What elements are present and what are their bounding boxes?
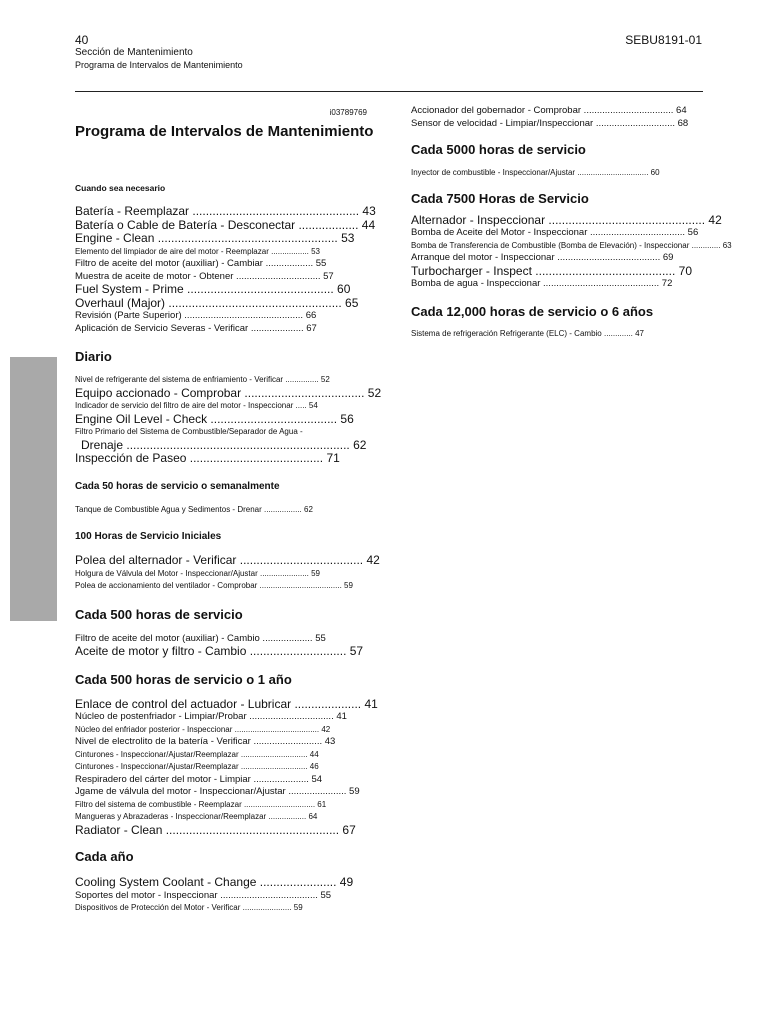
schedule-section [75, 530, 385, 593]
schedule-section [411, 191, 756, 291]
section-heading: Cada 50 horas de servicio o semanalmente [75, 480, 280, 492]
section-heading: Cada 7500 Horas de Servicio [411, 190, 589, 206]
left-sections [75, 182, 385, 915]
schedule-section [75, 607, 385, 659]
schedule-item: Cooling System Coolant - Change ....................... 49 [75, 876, 354, 889]
schedule-section [75, 672, 385, 838]
section-heading: Cuando sea necesario [75, 183, 166, 193]
schedule-section [411, 142, 756, 180]
schedule-item: Drenaje ................................................................... 62 [81, 438, 367, 452]
section-heading: Cada 12,000 horas de servicio o 6 años [411, 303, 654, 319]
schedule-item: Revisión (Parte Superior) ............................................. 66 [75, 310, 317, 321]
section-heading: Cada 500 horas de servicio o 1 año [75, 671, 292, 687]
schedule-item: Filtro de aceite del motor (auxiliar) - Cambiar .................. 55 [75, 258, 327, 269]
schedule-section [75, 480, 385, 517]
schedule-section [411, 105, 756, 130]
schedule-item: Batería - Reemplazar .................................................. 43 [75, 205, 376, 218]
left-column [75, 108, 385, 915]
schedule-item: Sistema de refrigeración Refrigerante (ELC) - Cambio ............. 47 [411, 328, 644, 338]
section-heading: Diario [75, 349, 112, 364]
schedule-item: Polea de accionamiento del ventilador - Comprobar ..................................... 59 [75, 581, 353, 590]
schedule-item: Bomba de Aceite del Motor - Inspeccionar .................................... 56 [411, 227, 699, 238]
schedule-item: Equipo accionado - Comprobar .................................... 52 [75, 386, 382, 400]
schedule-item: Nivel de refrigerante del sistema de enfriamiento - Verificar ............... 52 [75, 375, 330, 384]
schedule-item: Accionador del gobernador - Comprobar .................................. 64 [411, 105, 687, 116]
subsection-name: Programa de Intervalos de Mantenimiento [75, 60, 243, 70]
page-edge-tab [10, 357, 57, 621]
schedule-item: Bomba de agua - Inspeccionar ............................................ 72 [411, 278, 673, 289]
schedule-item: Enlace de control del actuador - Lubricar .................... 41 [75, 697, 378, 711]
schedule-item: Respiradero del cárter del motor - Limpiar ..................... 54 [75, 773, 323, 785]
schedule-item: Aplicación de Servicio Severas - Verificar .................... 67 [75, 322, 317, 334]
schedule-item: Holgura de Válvula del Motor - Inspeccionar/Ajustar ...................... 59 [75, 568, 320, 578]
right-sections [411, 105, 756, 340]
schedule-item: Dispositivos de Protección del Motor - Verificar ...................... 59 [75, 903, 303, 912]
schedule-item: Radiator - Clean .................................................... 67 [75, 823, 356, 837]
schedule-item: Alternador - Inspeccionar ............................................... 42 [411, 213, 722, 227]
schedule-item: Inyector de combustible - Inspeccionar/Ajustar ................................ 60 [411, 168, 660, 177]
document-id: i03789769 [329, 108, 367, 117]
header-divider [75, 91, 703, 92]
section-heading: Cada 500 horas de servicio [75, 606, 243, 622]
schedule-item: Batería o Cable de Batería - Desconectar .................. 44 [75, 218, 376, 232]
section-heading: Cada 5000 horas de servicio [411, 142, 586, 157]
right-column [411, 105, 756, 340]
schedule-item: Tanque de Combustible Agua y Sedimentos - Drenar ................. 62 [75, 504, 313, 514]
schedule-item: Aceite de motor y filtro - Cambio ............................. 57 [75, 645, 364, 658]
schedule-item: Sensor de velocidad - Limpiar/Inspeccionar .............................. 68 [411, 117, 689, 129]
schedule-item: Engine - Clean ...................................................... 53 [75, 232, 355, 245]
running-header-left [75, 34, 243, 71]
schedule-item: Filtro de aceite del motor (auxiliar) - Cambio ................... 55 [75, 632, 326, 644]
schedule-item: Arranque del motor - Inspeccionar ....................................... 69 [411, 252, 674, 263]
schedule-item: Filtro del sistema de combustible - Reemplazar ................................ 61 [75, 799, 327, 809]
schedule-item: Nivel de electrolito de la batería - Verificar .......................... 43 [75, 736, 336, 747]
schedule-item: Cinturones - Inspeccionar/Ajustar/Reemplazar .............................. 44 [75, 749, 319, 759]
schedule-item: Fuel System - Prime ............................................ 60 [75, 283, 351, 296]
page-number: 40 [75, 33, 89, 47]
schedule-item: Bomba de Transferencia de Combustible (Bomba de Elevación) - Inspeccionar ............. 63 [411, 240, 732, 250]
schedule-section [75, 349, 385, 466]
schedule-item: Overhaul (Major) .................................................... 65 [75, 296, 359, 310]
schedule-item: Mangueras y Abrazaderas - Inspeccionar/Reemplazar ................. 64 [75, 812, 318, 821]
schedule-section [75, 182, 385, 335]
schedule-item: Soportes del motor - Inspeccionar ..................................... 55 [75, 889, 332, 901]
page-title: Programa de Intervalos de Mantenimiento [75, 123, 374, 140]
schedule-item: Filtro Primario del Sistema de Combustible/Separador de Agua - [75, 427, 303, 436]
schedule-item: Indicador de servicio del filtro de aire del motor - Inspeccionar ..... 54 [75, 401, 318, 410]
document-code: SEBU8191-01 [625, 33, 702, 47]
schedule-item: Polea del alternador - Verificar ..................................... 42 [75, 554, 380, 567]
schedule-item: Inspección de Paseo ........................................ 71 [75, 452, 340, 465]
section-heading: Cada año [75, 849, 134, 864]
schedule-item: Elemento del limpiador de aire del motor - Reemplazar ................. 53 [75, 246, 320, 256]
section-name: Sección de Mantenimiento [75, 47, 193, 58]
schedule-item: Núcleo del enfriador posterior - Inspeccionar ...................................... 42 [75, 724, 331, 734]
schedule-section [411, 304, 756, 341]
schedule-item: Cinturones - Inspeccionar/Ajustar/Reemplazar .............................. 46 [75, 762, 319, 771]
schedule-item: Muestra de aceite de motor - Obtener ................................ 57 [75, 270, 334, 282]
schedule-item: Turbocharger - Inspect .......................................... 70 [411, 264, 692, 278]
schedule-item: Núcleo de postenfriador - Limpiar/Probar ................................ 41 [75, 711, 347, 722]
schedule-item: Engine Oil Level - Check ...................................... 56 [75, 412, 354, 426]
schedule-item: Jgame de válvula del motor - Inspeccionar/Ajustar ...................... 59 [75, 786, 360, 797]
section-heading: 100 Horas de Servicio Iniciales [75, 531, 222, 542]
schedule-section [75, 849, 385, 915]
